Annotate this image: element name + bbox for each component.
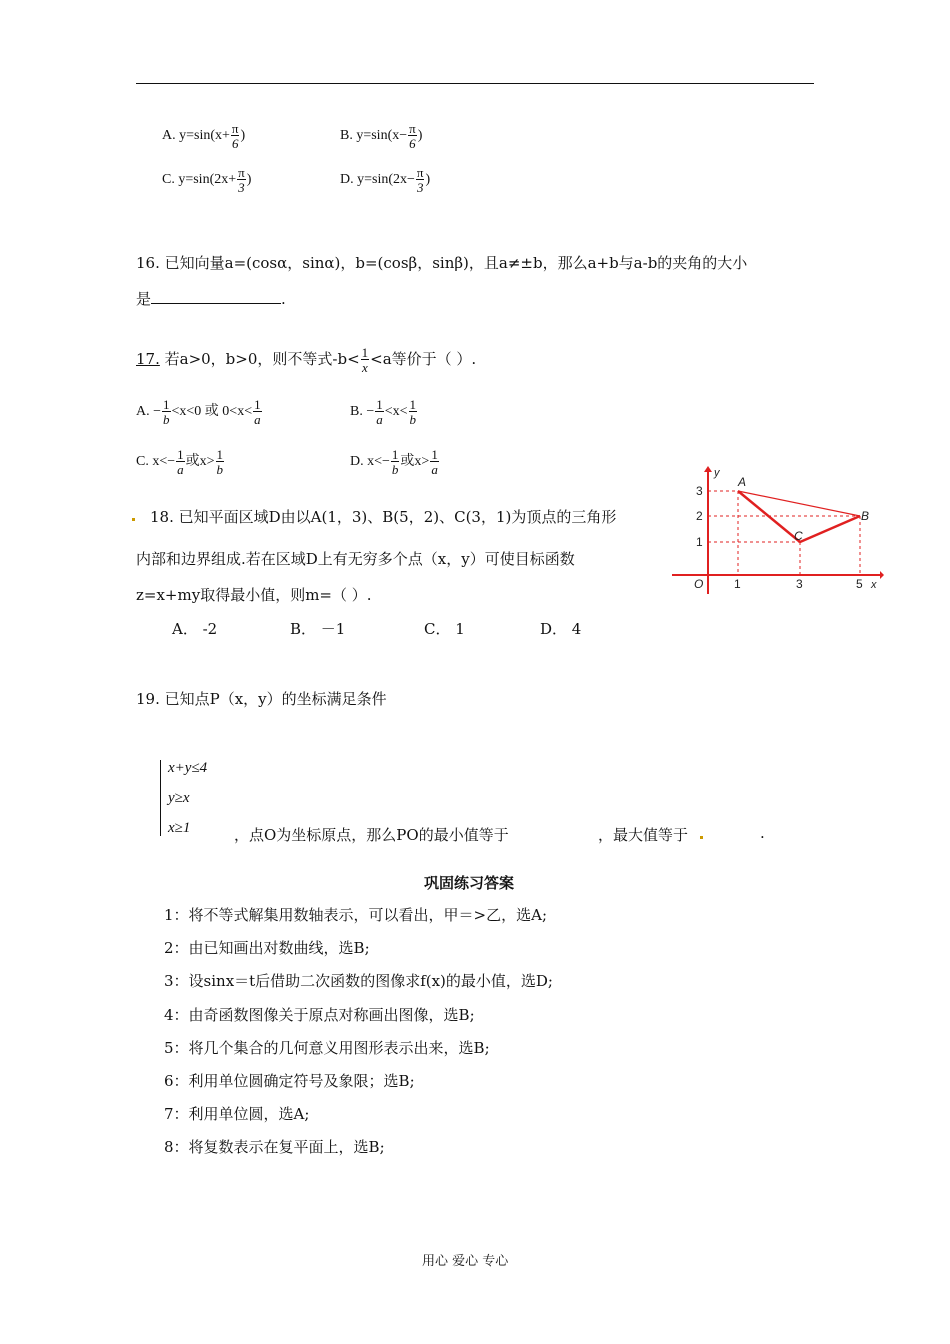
q19-condition-1: x+y≤4: [168, 760, 208, 776]
x-axis-arrow: [880, 571, 884, 579]
q18-option-d: D． 4: [540, 620, 582, 638]
edge-cb: [800, 516, 860, 542]
answer-item-4: 4：由奇函数图像关于原点对称画出图像，选B;: [164, 1006, 475, 1024]
answer-item-6: 6：利用单位圆确定符号及象限；选B;: [164, 1072, 415, 1090]
q18-bullet-dot: [132, 518, 135, 521]
q19-dot: [700, 836, 703, 839]
q18-region-figure: [668, 462, 884, 598]
q15-option-d: D. y=sin(2x− $\frac{\pi}{3}$ ): [340, 165, 431, 195]
origin-label: O: [694, 577, 704, 591]
q16-answer-blank[interactable]: [151, 289, 281, 304]
x-tick-3: 3: [796, 577, 803, 591]
q18-option-c: C． 1: [424, 620, 465, 638]
q17-stem: 17. 若a>0，b>0，则不等式-b< $\frac{1}{x}$ <a等价于（ ）.: [136, 345, 477, 375]
q17-option-c: C. x<− $\frac{1}{a}$ 或x> $\frac{1}{b}$: [136, 447, 224, 477]
q16-line2: 是 .: [136, 290, 286, 308]
answer-item-1: 1：将不等式解集用数轴表示，可以看出，甲＝>乙，选A;: [164, 906, 548, 924]
edge-ab: [738, 491, 860, 516]
q19-condition-brace: [160, 760, 167, 836]
point-label-c: C: [794, 529, 803, 543]
answer-item-3: 3：设sinx＝t后借助二次函数的图像求f(x)的最小值，选D;: [164, 972, 553, 990]
y-tick-1: 1: [696, 535, 703, 549]
q18-line2: 内部和边界组成.若在区域D上有无穷多个点（x，y）可使目标函数: [136, 550, 575, 568]
answer-item-8: 8：将复数表示在复平面上，选B;: [164, 1138, 385, 1156]
q19-end: .: [760, 824, 765, 842]
point-label-a: A: [738, 475, 747, 489]
y-axis-arrow: [704, 466, 712, 472]
edge-ac: [738, 491, 800, 542]
answer-item-5: 5：将几个集合的几何意义用图形表示出来，选B;: [164, 1039, 490, 1057]
x-tick-5: 5: [856, 577, 863, 591]
q19-min-blank[interactable]: [544, 824, 594, 842]
point-label-b: B: [861, 509, 870, 523]
x-axis-label: x: [871, 579, 877, 591]
q19-condition-2: y≥x: [168, 790, 190, 806]
q15-option-c: C. y=sin(2x+ $\frac{\pi}{3}$ ): [162, 165, 252, 195]
q18-option-b: B． －1: [290, 620, 346, 638]
q17-option-a: A. − $\frac{1}{b}$ <x<0 或 0<x< $\frac{1}{a}$: [136, 397, 261, 427]
answer-item-2: 2：由已知画出对数曲线，选B;: [164, 939, 370, 957]
q19-line1: 19. 已知点P（x，y）的坐标满足条件: [136, 690, 387, 708]
answer-item-7: 7：利用单位圆，选A;: [164, 1105, 310, 1123]
y-tick-2: 2: [696, 509, 703, 523]
q17-number: 17.: [136, 350, 160, 368]
page-footer: 用心 爱心 专心: [422, 1254, 509, 1269]
q16-line1: 16. 已知向量a=(cosα，sinα)，b=(cosβ，sinβ)，且a≠±b，那么a+b与a-b的夹角的大小: [136, 254, 748, 272]
y-tick-3: 3: [696, 484, 703, 498]
q19-condition-3: x≥1: [168, 820, 191, 836]
x-tick-1: 1: [734, 577, 741, 591]
answers-title: 巩固练习答案: [424, 874, 515, 892]
q19-tail: ，点O为坐标原点，那么PO的最小值等于: [234, 826, 509, 844]
q19-tail2: ，最大值等于: [598, 826, 689, 844]
q17-option-d: D. x<− $\frac{1}{b}$ 或x> $\frac{1}{a}$: [350, 447, 438, 477]
q18-line3: z=x+my取得最小值，则m=（ ）.: [136, 586, 372, 604]
q15-option-a: A. y=sin(x+ $\frac{\pi}{6}$ ): [162, 121, 246, 151]
header-rule: [136, 83, 814, 84]
q18-line1: 18. 已知平面区域D由以A(1，3)、B(5，2)、C(3，1)为顶点的三角形: [150, 508, 617, 526]
q15-option-b: B. y=sin(x− $\frac{\pi}{6}$ ): [340, 121, 423, 151]
y-axis-label: y: [714, 467, 720, 479]
q18-option-a: A． -2: [172, 620, 218, 638]
q19-max-blank[interactable]: [706, 824, 756, 842]
q17-option-b: B. − $\frac{1}{a}$ <x< $\frac{1}{b}$: [350, 397, 417, 427]
